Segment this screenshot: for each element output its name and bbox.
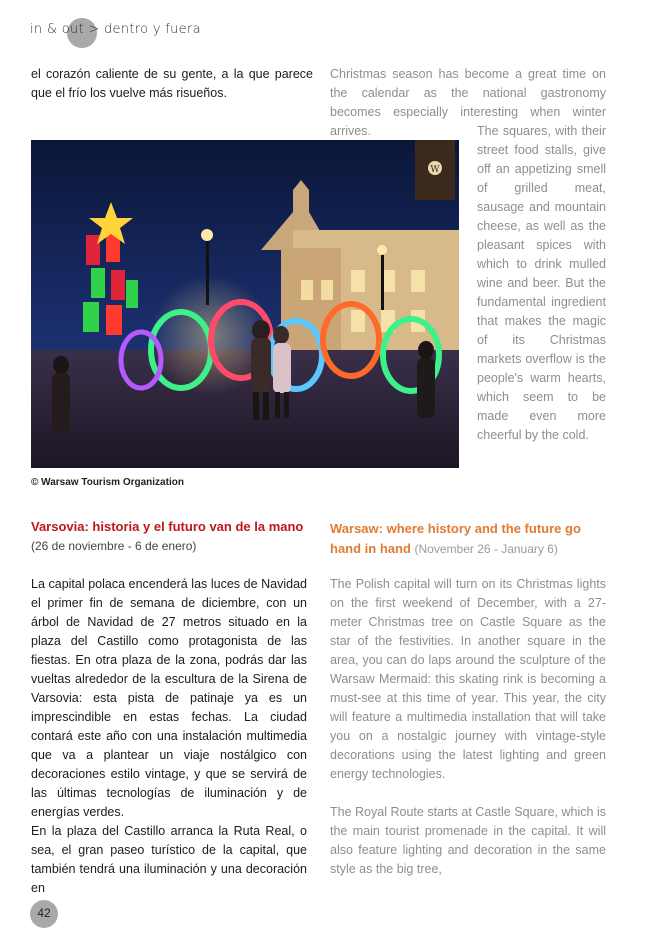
en-wrap-text: The squares, with their street food stalls, give off an appetizing smell of grilled meat, sausage and mountain cheese, as well as the pleasant spices with which to drink mulled wine and beer. But the fundamental ingredient that makes the magic of its Christmas markets overflow is the people's warm hearts, which seem to be made even more cheerful by the cold.	[477, 124, 606, 442]
es-continuation-text: el corazón caliente de su gente, a la que parece que el frío los vuelve más risueños.	[31, 67, 313, 100]
en-section-dates: (November 26 - January 6)	[414, 542, 558, 556]
en-paragraph-1: The Polish capital will turn on its Christmas lights on the first weekend of December, with a 27-meter Christmas tree on Castle Square as the star of the festivities. In another square in the area, you can do laps around the sculpture of the Warsaw Mermaid: this skating rink is becoming a must-see at this time of year. This year, the city will feature a multimedia installation that will take you on a nostalgic journey with vintage-style decorations using the latest lighting and green energy technologies.	[330, 577, 606, 781]
page-number: 42	[37, 906, 51, 920]
en-intro-text: Christmas season has become a great time on the calendar as the national gastronomy becomes especially interesting when winter arrives.	[330, 67, 606, 138]
christmas-lights-photo	[31, 140, 459, 468]
section-breadcrumb: in & out > dentro y fuera	[30, 22, 201, 37]
es-paragraph-1: La capital polaca encenderá las luces de Navidad el primer fin de semana de diciembre, con un árbol de Navidad de 27 metros situado en la plaza del Castillo como protagonista de las fiestas. En otra plaza de la zona, podrás dar las vueltas alrededor de la escultura de la Sirena de Varsovia: esta pista de patinaje ya es un imprescindible en estas fechas. La ciudad contará este año con una instalación multimedia que va a plantear un viaje nostálgico con decoraciones estilo vintage, y que se servirá de las últimas tecnologías de iluminación y de energías verdes.	[31, 577, 307, 819]
en-section-title	[330, 519, 606, 559]
sign-letter: W	[430, 165, 440, 175]
photo-caption: © Warsaw Tourism Organization	[31, 477, 184, 488]
es-paragraph-2: En la plaza del Castillo arranca la Ruta Real, o sea, el gran paseo turístico de la capital, que también tendrá una iluminación y una decoración en	[31, 824, 307, 895]
en-paragraph-2: The Royal Route starts at Castle Square, which is the main tourist promenade in the capital. It will also feature lighting and decoration in the same style as the big tree,	[330, 805, 606, 876]
es-section-title: Varsovia: historia y el futuro van de la mano	[31, 519, 304, 534]
es-section-dates: (26 de noviembre - 6 de enero)	[31, 539, 197, 553]
en-section-title-text: Warsaw: where history and the future go hand in hand	[330, 521, 581, 556]
